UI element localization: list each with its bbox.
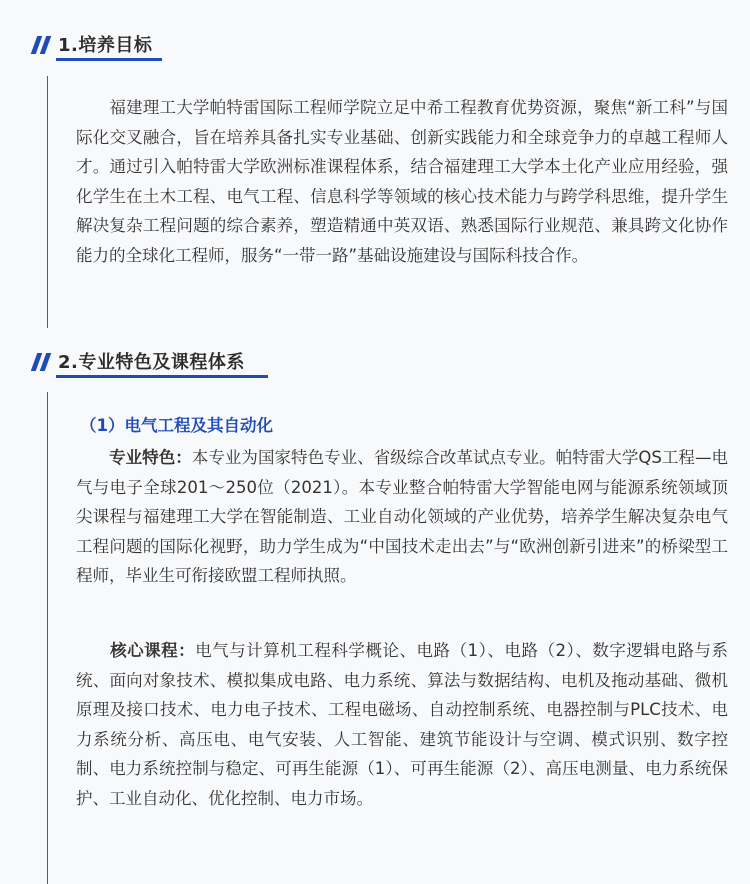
section-2-underline xyxy=(56,375,268,378)
section-1-heading xyxy=(30,31,152,57)
section-2-heading xyxy=(30,348,245,374)
subsection-title: （1）电气工程及其自动化 xyxy=(80,416,273,435)
double-slash-icon xyxy=(30,351,54,371)
feature-body: 本专业为国家特色专业、省级综合改革试点专业。帕特雷大学QS工程—电气与电子全球201～250位（2021）。本专业整合帕特雷大学智能电网与能源系统领域顶尖课程与福建理工大学在智能制造、工业自动化领域的产业优势，培养学生解决复杂电气工程问题的国际化视野，助力学生成为“中国技术走出去”与“欧洲创新引进来”的桥梁型工程师，毕业生可衔接欧盟工程师执照。 xyxy=(76,448,729,585)
section-1-title: 1.培养目标 xyxy=(58,35,153,56)
section-1-vertical-line xyxy=(47,76,48,328)
double-slash-icon xyxy=(30,34,54,54)
section-2-vertical-line xyxy=(47,392,48,884)
section-1-body: 福建理工大学帕特雷国际工程师学院立足中希工程教育优势资源，聚焦“新工科”与国际化交叉融合，旨在培养具备扎实专业基础、创新实践能力和全球竞争力的卓越工程师人才。通过引入帕特雷大学欧洲标准课程体系，结合福建理工大学本土化产业应用经验，强化学生在土木工程、电气工程、信息科学等领域的核心技术能力与跨学科思维，提升学生解决复杂工程问题的综合素养，塑造精通中英双语、熟悉国际行业规范、兼具跨文化协作能力的全球化工程师，服务“一带一路”基础设施建设与国际科技合作。 xyxy=(76,98,728,265)
course-paragraph xyxy=(76,636,728,813)
course-body: 电气与计算机工程科学概论、电路（1）、电路（2）、数字逻辑电路与系统、面向对象技术、模拟集成电路、电力系统、算法与数据结构、电机及拖动基础、微机原理及接口技术、电力电子技术、工程电磁场、自动控制系统、电器控制与PLC技术、电力系统分析、高压电、电气安装、人工智能、建筑节能设计与空调、模式识别、数字控制、电力系统控制与稳定、可再生能源（1）、可再生能源（2）、高压电测量、电力系统保护、工业自动化、优化控制、电力市场。 xyxy=(76,641,729,808)
feature-label: 专业特色： xyxy=(109,448,192,467)
course-label: 核心课程： xyxy=(110,641,196,660)
section-2-title: 2.专业特色及课程体系 xyxy=(58,352,245,373)
feature-paragraph xyxy=(76,443,728,591)
section-1-underline xyxy=(56,58,162,61)
